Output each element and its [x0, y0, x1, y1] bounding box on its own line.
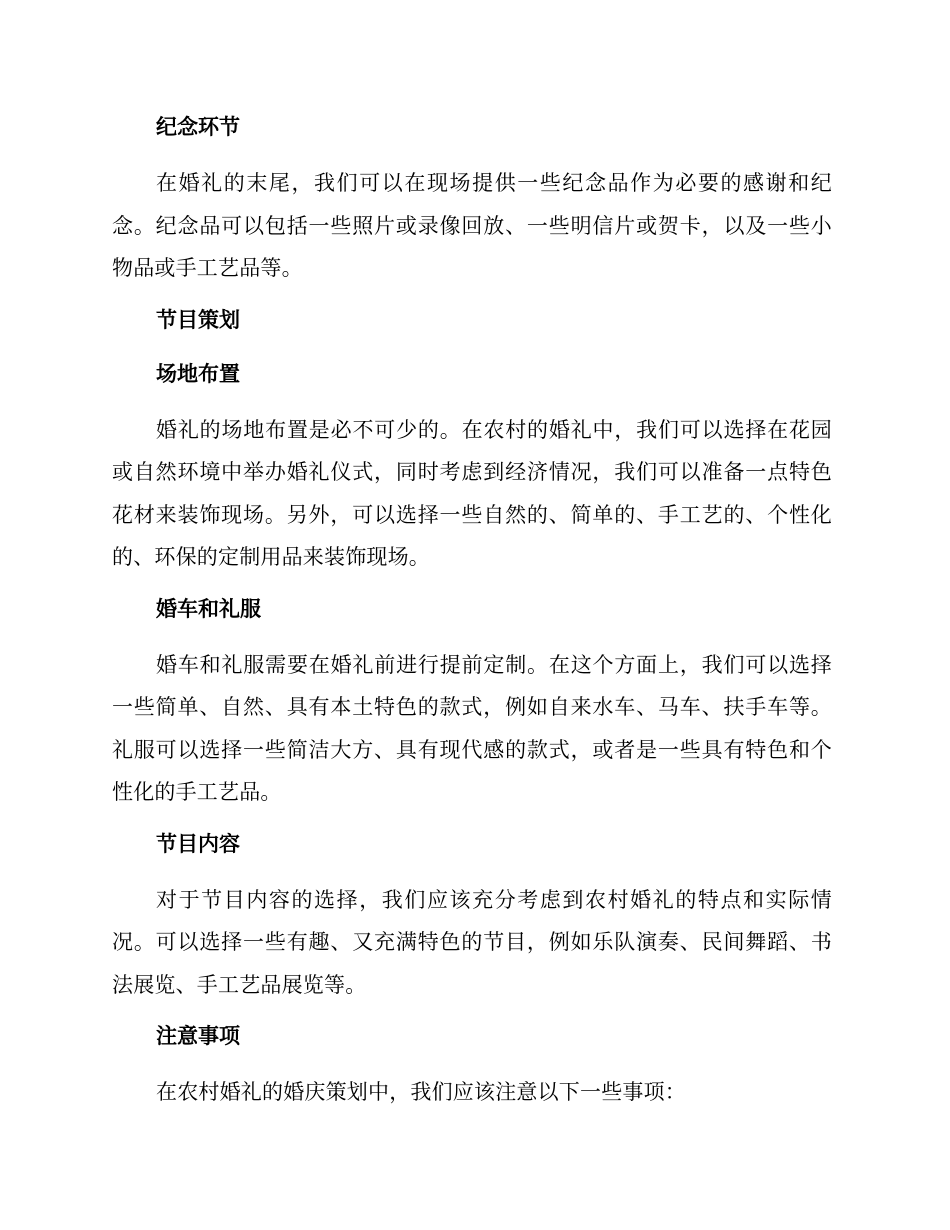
section-heading-notes: 注意事项	[156, 1024, 240, 1048]
paragraph-car-and-dress: 婚车和礼服需要在婚礼前进行提前定制。在这个方面上，我们可以选择一些简单、自然、具有本土特色的款式，例如自来水车、马车、扶手车等。礼服可以选择一些简洁大方、具有现代感的款式，或者是一些具有特色和个性化的手工艺品。	[112, 652, 832, 804]
section-heading-program-planning: 节目策划	[156, 307, 240, 332]
paragraph-program-content: 对于节目内容的选择，我们应该充分考虑到农村婚礼的特点和实际情况。可以选择一些有趣、又充满特色的节目，例如乐队演奏、民间舞蹈、书法展览、手工艺品展览等。	[112, 887, 832, 997]
paragraph-venue-layout: 婚礼的场地布置是必不可少的。在农村的婚礼中，我们可以选择在花园或自然环境中举办婚礼仪式，同时考虑到经济情况，我们可以准备一点特色花材来装饰现场。另外，可以选择一些自然的、简单的、手工艺的、个性化的、环保的定制用品来装饰现场。	[112, 417, 832, 569]
section-heading-car-and-dress: 婚车和礼服	[156, 596, 261, 621]
paragraph-notes: 在农村婚礼的婚庆策划中，我们应该注意以下一些事项：	[156, 1080, 686, 1104]
document-page	[112, 108, 832, 1125]
paragraph-souvenir: 在婚礼的末尾，我们可以在现场提供一些纪念品作为必要的感谢和纪念。纪念品可以包括一些照片或录像回放、一些明信片或贺卡，以及一些小物品或手工艺品等。	[112, 171, 832, 280]
section-heading-souvenir: 纪念环节	[156, 115, 240, 139]
section-heading-venue-layout: 场地布置	[156, 361, 240, 386]
section-heading-program-content: 节目内容	[156, 831, 240, 856]
